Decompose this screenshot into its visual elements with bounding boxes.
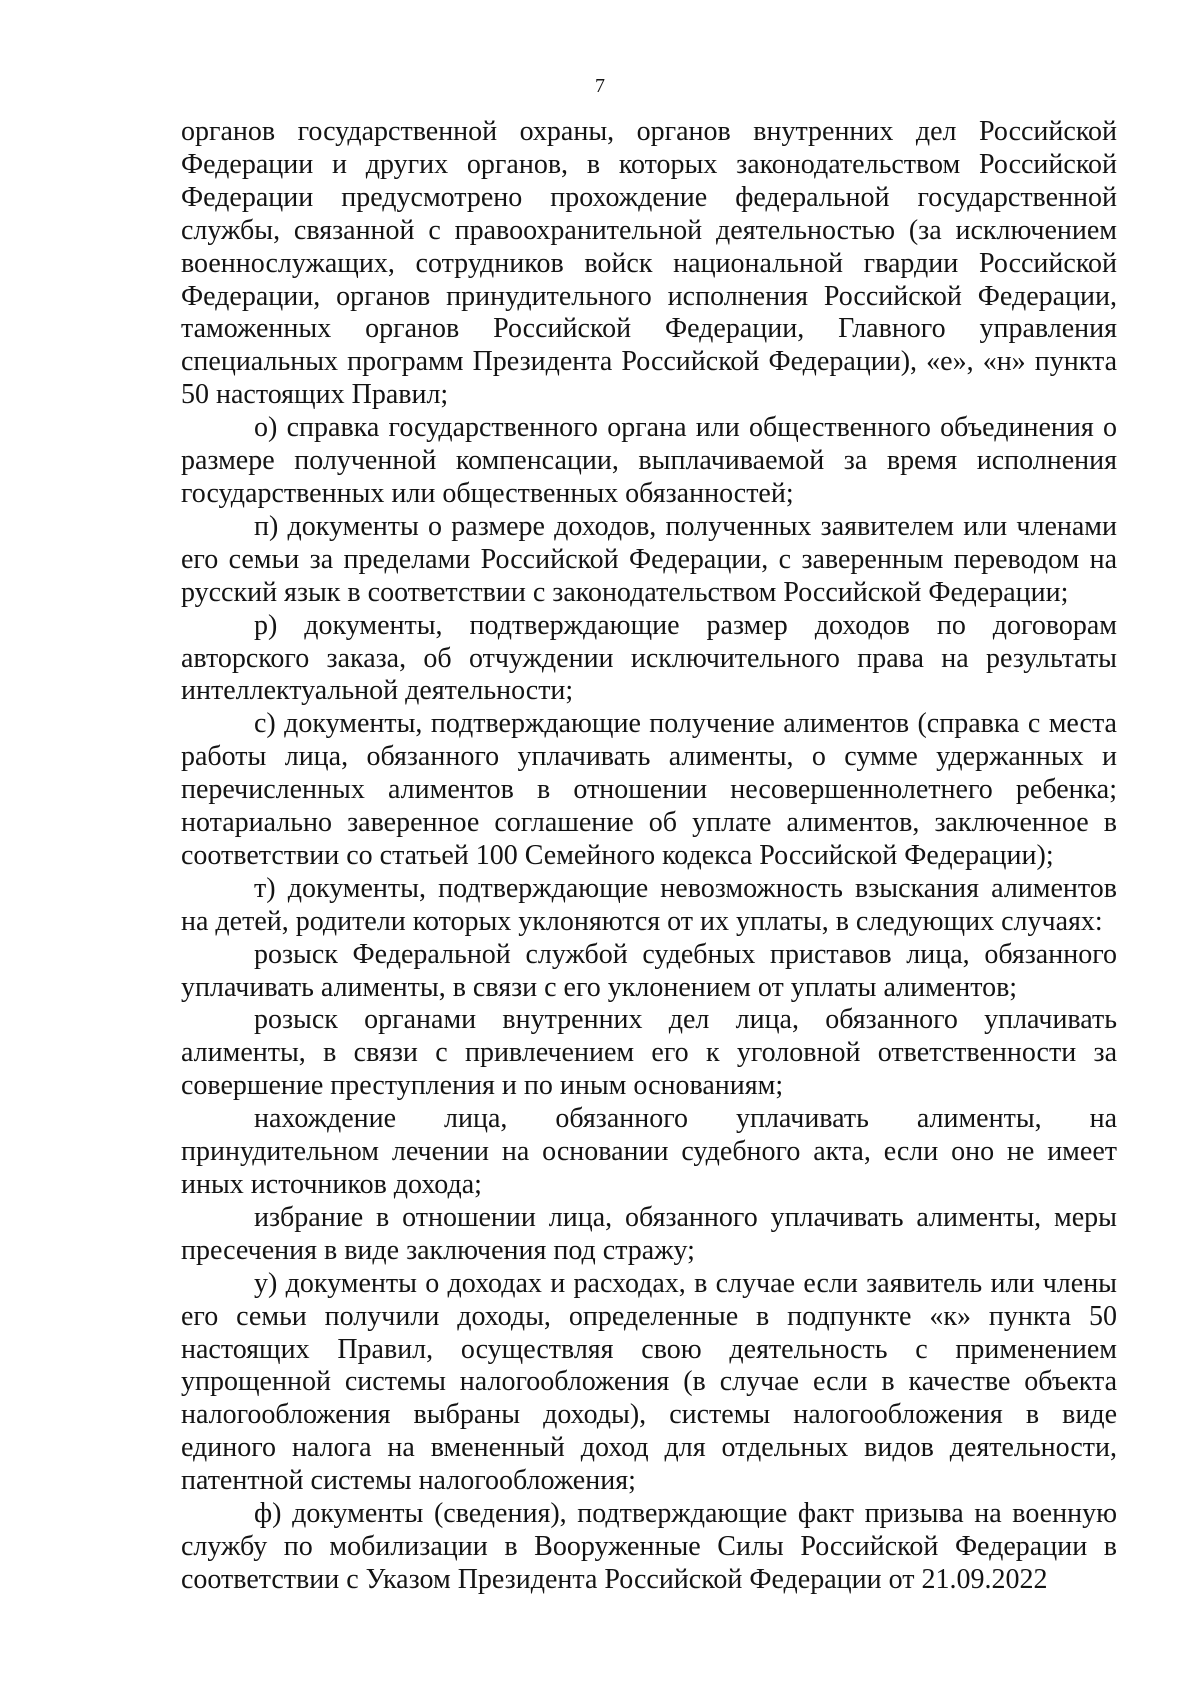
document-body — [181, 116, 1117, 1597]
paragraph-continuation: органов государственной охраны, органов внутренних дел Российской Федерации и других органов, в которых законодательством Российской Федерации предусмотрено прохождение федеральной государственной службы, связанной с правоохранительной деятельностью (за исключением военнослужащих, сотрудников войск национальной гвардии Российской Федерации, органов принудительного исполнения Российской Федерации, таможенных органов Российской Федерации, Главного управления специальных программ Президента Российской Федерации), «е», «н» пункта 50 настоящих Правил; — [181, 116, 1117, 411]
paragraph-item-u: у) документы о доходах и расходах, в случае если заявитель или члены его семьи получили доходы, определенные в подпункте «к» пункта 50 настоящих Правил, осуществляя свою деятельность с применением упрощенной системы налогообложения (в случае если в качестве объекта налогообложения выбраны доходы), системы налогообложения в виде единого налога на вмененный доход для отдельных видов деятельности, патентной системы налогообложения; — [181, 1267, 1117, 1497]
paragraph-case-detention: избрание в отношении лица, обязанного уплачивать алименты, меры пресечения в виде заключения под стражу; — [181, 1201, 1117, 1266]
paragraph-item-r: р) документы, подтверждающие размер доходов по договорам авторского заказа, об отчуждении исключительного права на результаты интеллектуальной деятельности; — [181, 609, 1117, 707]
paragraph-case-search-bailiffs: розыск Федеральной службой судебных приставов лица, обязанного уплачивать алименты, в связи с его уклонением от уплаты алиментов; — [181, 938, 1117, 1003]
paragraph-case-search-police: розыск органами внутренних дел лица, обязанного уплачивать алименты, в связи с привлечением его к уголовной ответственности за совершение преступления и по иным основаниям; — [181, 1004, 1117, 1102]
paragraph-item-s: с) документы, подтверждающие получение алиментов (справка с места работы лица, обязанного уплачивать алименты, о сумме удержанных и перечисленных алиментов в отношении несовершеннолетнего ребенка; нотариально заверенное соглашение об уплате алиментов, заключенное в соответствии со статьей 100 Семейного кодекса Российской Федерации); — [181, 708, 1117, 871]
paragraph-item-t: т) документы, подтверждающие невозможность взыскания алиментов на детей, родители которых уклоняются от их уплаты, в следующих случаях: — [181, 872, 1117, 937]
paragraph-case-compulsory-treatment: нахождение лица, обязанного уплачивать алименты, на принудительном лечении на основании судебного акта, если оно не имеет иных источников дохода; — [181, 1103, 1117, 1200]
paragraph-item-f: ф) документы (сведения), подтверждающие факт призыва на военную службу по мобилизации в Вооруженные Силы Российской Федерации в соответствии с Указом Президента Российской Федерации от 21.09.2022 — [181, 1498, 1117, 1595]
paragraph-item-p: п) документы о размере доходов, полученных заявителем или членами его семьи за пределами Российской Федерации, с заверенным переводом на русский язык в соответствии с законодательством Российской Федерации; — [181, 510, 1117, 608]
paragraph-item-o: о) справка государственного органа или общественного объединения о размере полученной компенсации, выплачиваемой за время исполнения государственных или общественных обязанностей; — [181, 412, 1117, 509]
page-number: 7 — [595, 75, 605, 97]
